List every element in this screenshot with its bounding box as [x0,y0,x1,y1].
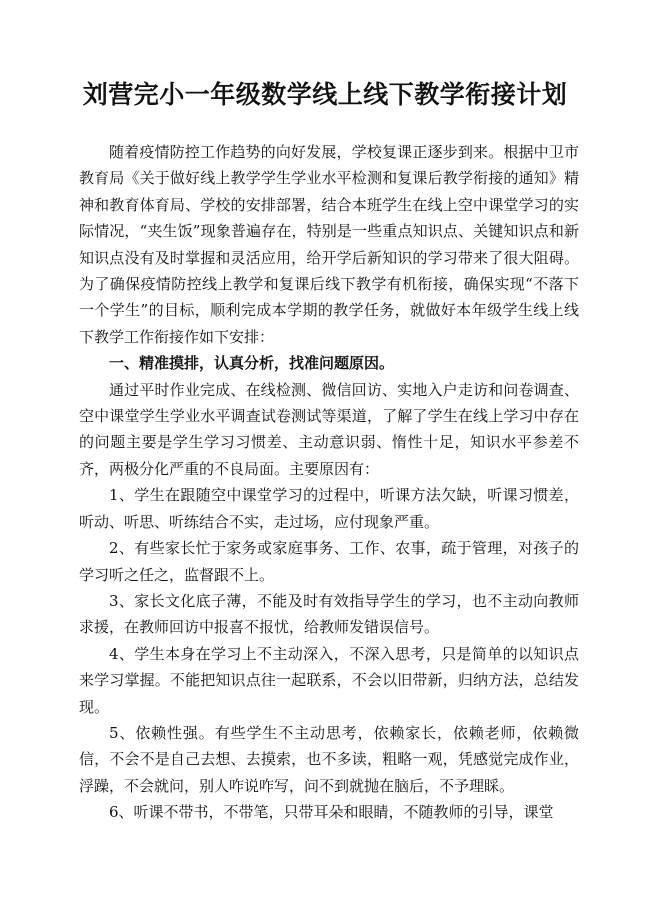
document-body [79,139,579,826]
reason-item-4: 4、学生本身在学习上不主动深入，不深入思考，只是简单的以知识点来学习掌握。不能把知识点往一起联系，不会以旧带新，归纳方法，总结发现。 [79,644,579,716]
section-1-intro-paragraph: 通过平时作业完成、在线检测、微信回访、实地入户走访和问卷调查、空中课堂学生学业水平调查试卷测试等渠道，了解了学生在线上学习中存在的问题主要是学生学习习惯差、主动意识弱、惰性十足，知识水平参差不齐，两极分化严重的不良局面。主要原因有： [79,380,579,478]
reason-item-3: 3、家长文化底子薄，不能及时有效指导学生的学习，也不主动向教师求援，在教师回访中报喜不报忧，给教师发错误信号。 [79,591,579,637]
intro-paragraph: 随着疫情防控工作趋势的向好发展，学校复课正逐步到来。根据中卫市教育局《关于做好线上教学学生学业水平检测和复课后教学衔接的通知》精神和教育体育局、学校的安排部署，结合本班学生在线上空中课堂学习的实际情况，“夹生饭”现象普遍存在，特别是一些重点知识点、关键知识点和新知识点没有及时掌握和灵活应用，给开学后新知识的学习带来了很大阻碍。为了确保疫情防控线上教学和复课后线下教学有机衔接，确保实现“不落下一个学生”的目标，顺利完成本学期的教学任务，就做好本年级学生线上线下教学工作衔接作如下安排： [79,143,579,346]
reason-item-5: 5、依赖性强。有些学生不主动思考，依赖家长，依赖老师，依赖微信，不会不是自己去想、去摸索，也不多读，粗略一观，凭感觉完成作业，浮躁，不会就问，别人咋说咋写，问不到就抛在脑后，不予理睬。 [79,723,579,795]
reason-item-6: 6、听课不带书，不带笔，只带耳朵和眼睛，不随教师的引导，课堂 [109,803,554,822]
section-1-heading: 一、精准摸排，认真分析，找准问题原因。 [109,354,395,373]
reason-item-1: 1、学生在跟随空中课堂学习的过程中，听课方法欠缺，听课习惯差，听动、听思、听练结合不实，走过场，应付现象严重。 [79,486,579,531]
reason-item-2: 2、有些家长忙于家务或家庭事务、工作、农事，疏于管理，对孩子的学习听之任之，监督跟不上。 [79,539,579,584]
document-title: 刘营完小一年级数学线上线下教学衔接计划 [82,80,568,109]
